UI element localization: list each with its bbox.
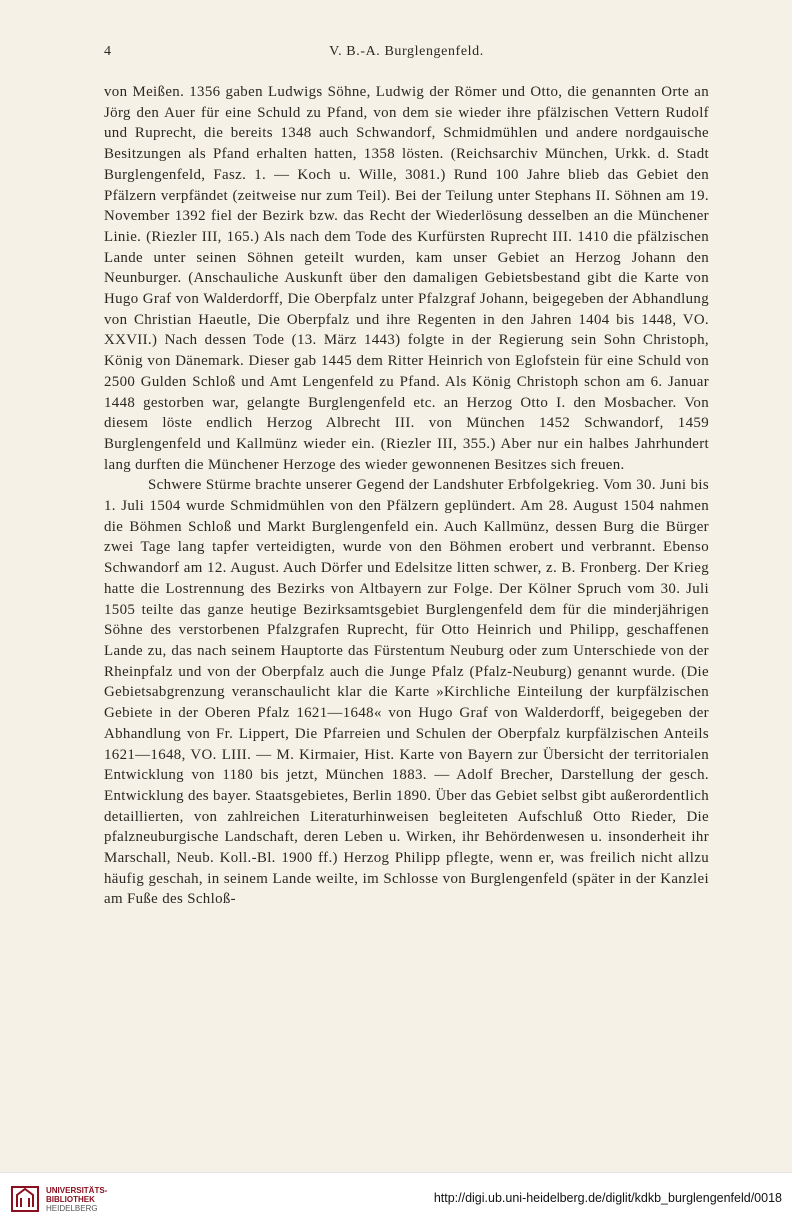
library-name-line2: BIBLIOTHEK <box>46 1195 95 1204</box>
page-header <box>104 44 709 64</box>
library-name-line3: HEIDELBERG <box>46 1204 98 1213</box>
running-title: V. B.-A. Burglengenfeld. <box>329 44 484 59</box>
footer-bar <box>0 1172 792 1223</box>
body-text <box>104 82 709 910</box>
page-number: 4 <box>104 44 112 59</box>
library-name-line1: UNIVERSITÄTS- <box>46 1186 108 1195</box>
paragraph-1: von Meißen. 1356 gaben Ludwigs Söhne, Ludwig der Römer und Otto, die genannten Orte an Jörg den Auer für eine Schuld zu Pfand, von dem sie wieder ihre pfälzischen Vettern Rudolf und Ruprecht, die bereits 1348 auch Schwandorf, Schmidmühlen und andere nordgauische Besitzungen als Pfand erhalten hatten, 1358 lösten. (Reichsarchiv München, Urkk. d. Stadt Burglengenfeld, Fasz. 1. — Koch u. Wille, 3081.) Rund 100 Jahre blieb das Gebiet den Pfälzern verpfändet (zeitweise nur zum Teil). Bei der Teilung unter Stephans II. Söhnen am 19. November 1392 fiel der Bezirk bzw. das Recht der Wiederlösung desselben an die Münchener Linie. (Riezler III, 165.) Als nach dem Tode des Kurfürsten Ruprecht III. 1410 die pfälzischen Lande unter seinen Söhnen geteilt wurden, kam unser Gebiet an Herzog Johann den Neunburger. (Anschauliche Auskunft über den damaligen Gebietsbestand gibt die Karte von Hugo Graf von Walderdorff, Die Oberpfalz unter Pfalzgraf Johann, beigegeben der Abhandlung von Christian Haeutle, Die Oberpfalz und ihre Regenten in den Jahren 1404 bis 1448, VO. XXVII.) Nach dessen Tode (13. März 1443) folgte in der Regierung sein Sohn Christoph, König von Dänemark. Dieser gab 1445 dem Ritter Heinrich von Eglofstein für eine Schuld von 2500 Gulden Schloß und Amt Lengenfeld zu Pfand. Als König Christoph schon am 6. Januar 1448 gestorben war, gelangte Burglengenfeld etc. an Herzog Otto I. den Mosbacher. Von diesem löste endlich Herzog Albrecht III. von München 1452 Schwandorf, 1459 Burglengenfeld und Kallmünz wieder ein. (Riezler III, 355.) Aber nur ein halbes Jahrhundert lang durften die Münchener Herzoge des wieder gewonnenen Besitzes sich freuen. <box>104 84 709 473</box>
library-name <box>46 1186 107 1213</box>
library-seal-icon <box>10 1183 40 1213</box>
paragraph-2: Schwere Stürme brachte unserer Gegend der Landshuter Erbfolgekrieg. Vom 30. Juni bis 1. Juli 1504 wurde Schmidmühlen von den Pfälzern geplündert. Am 28. August 1504 nahmen die Böhmen Schloß und Markt Burglengenfeld ein. Auch Kallmünz, dessen Burg die Bürger zwei Tage lang tapfer verteidigten, wurde von den Böhmen erobert und verbrannt. Ebenso Schwandorf am 12. August. Auch Dörfer und Edelsitze litten schwer, z. B. Fronberg. Der Krieg hatte die Lostrennung des Bezirks von Altbayern zur Folge. Der Kölner Spruch vom 30. Juli 1505 teilte das ganze heutige Bezirksamtsgebiet Burglengenfeld dem für die minderjährigen Söhne des verstorbenen Pfalzgrafen Ruprecht, für Otto Heinrich und Philipp, geschaffenen Lande zu, das nach seinem Hauptorte das Fürstentum Neuburg oder zum Unterschiede von der Rheinpfalz und von der Oberpfalz auch die Junge Pfalz (Pfalz-Neuburg) genannt wurde. (Die Gebietsabgrenzung veranschaulicht klar die Karte »Kirchliche Einteilung der kurpfälzischen Gebiete in der Oberen Pfalz 1621—1648« von Hugo Graf von Walderdorff, beigegeben der Abhandlung von Fr. Lippert, Die Pfarreien und Schulen der Oberpfalz kurpfälzischen Anteils 1621—1648, VO. LIII. — M. Kirmaier, Hist. Karte von Bayern zur Übersicht der territorialen Entwicklung von 1180 bis jetzt, München 1883. — Adolf Brecher, Darstellung der gesch. Entwicklung des bayer. Staatsgebietes, Berlin 1890. Über das Gebiet selbst gibt außerordentlich detaillierten, von zahlreichen Literaturhinweisen begleiteten Aufschluß Otto Rieder, Die pfalzneuburgische Landschaft, deren Leben u. Wirken, ihr Behördenwesen u. insonderheit ihr Marschall, Neub. Koll.-Bl. 1900 ff.) Herzog Philipp pflegte, wenn er, was freilich nicht allzu häufig geschah, in seinem Lande weilte, im Schlosse von Burglengenfeld (später in der Kanzlei am Fuße des Schloß- <box>104 477 709 908</box>
source-url-link[interactable]: http://digi.ub.uni-heidelberg.de/diglit/kdkb_burglengenfeld/0018 <box>433 1191 782 1205</box>
